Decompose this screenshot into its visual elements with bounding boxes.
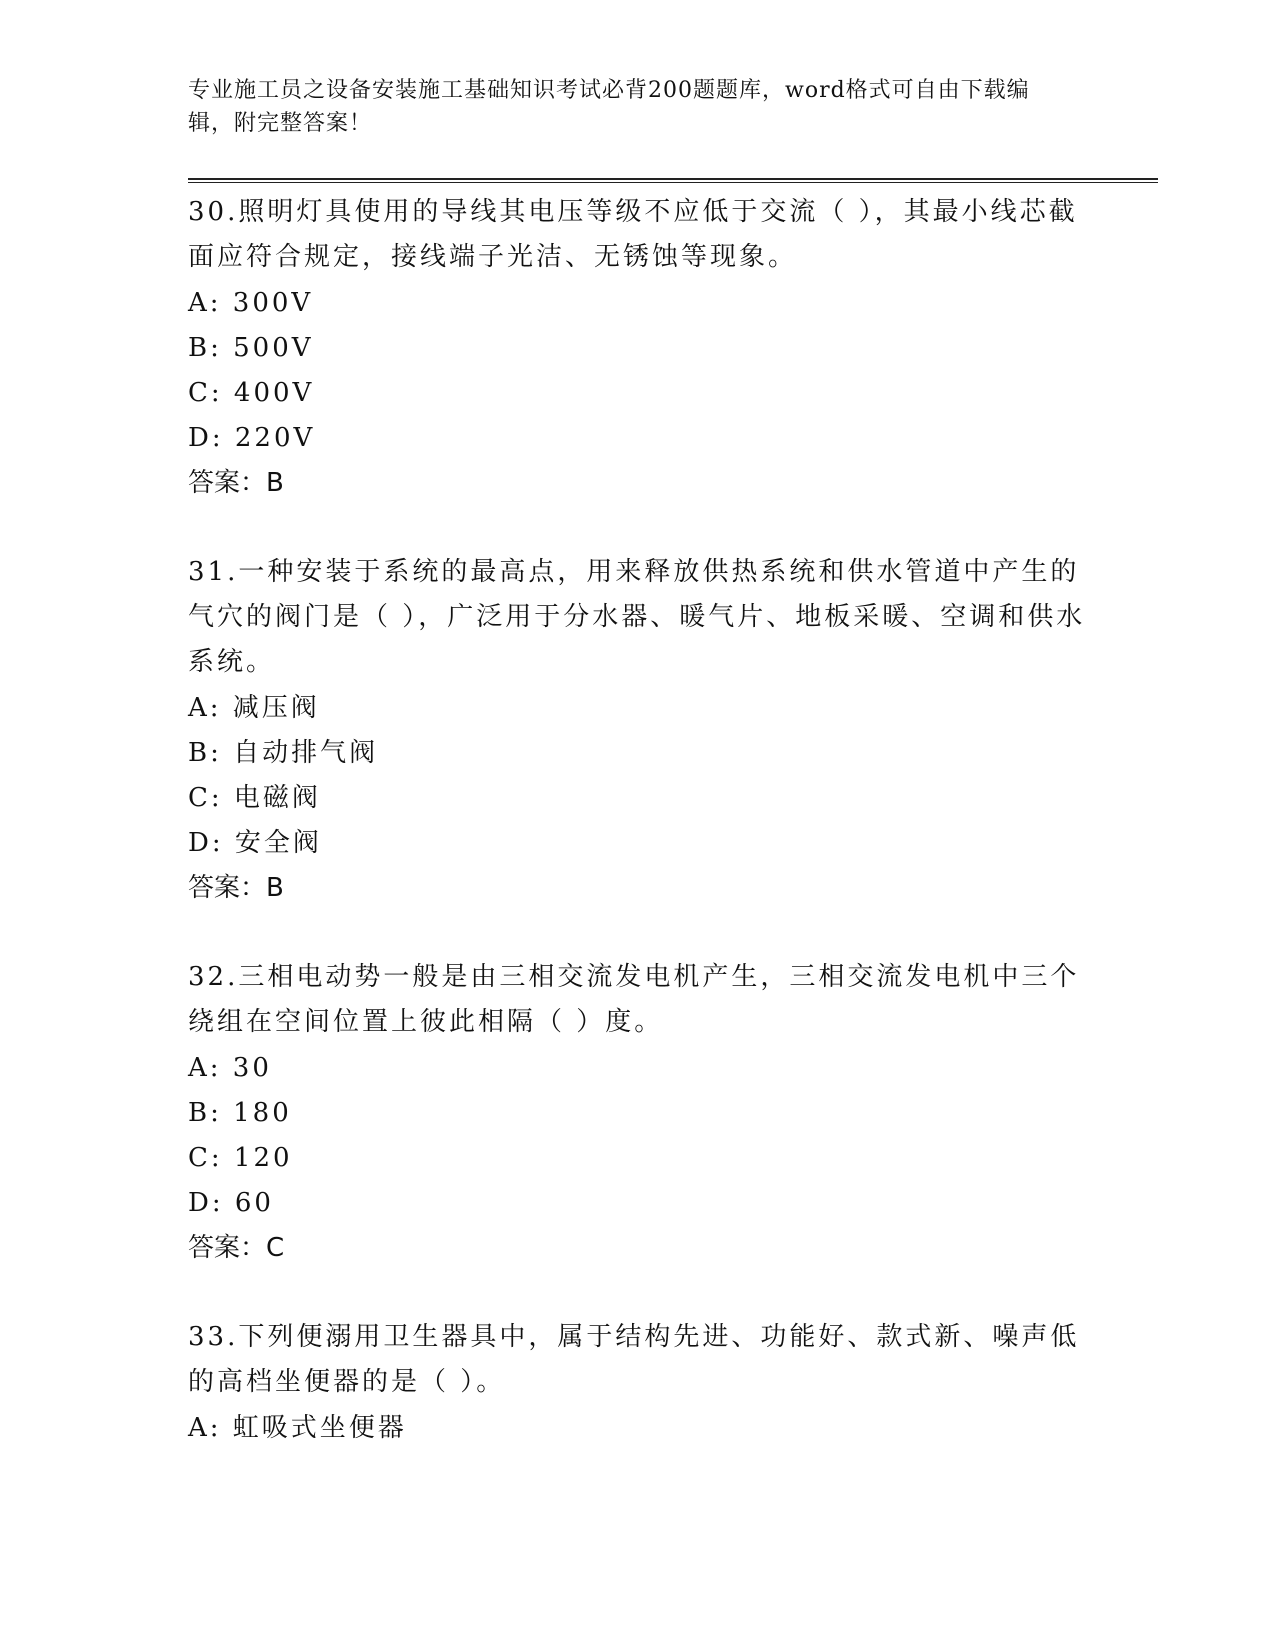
option-a: A: 30	[188, 1053, 272, 1083]
option-b: B: 500V	[188, 333, 314, 363]
question-stem: 32.三相电动势一般是由三相交流发电机产生，三相交流发电机中三个绕组在空间位置上彼此相隔（ ）度。	[188, 962, 1080, 1037]
option-b: B: 自动排气阀	[188, 738, 379, 768]
question-stem: 30.照明灯具使用的导线其电压等级不应低于交流（ ），其最小线芯截面应符合规定，接线端子光洁、无锈蚀等现象。	[188, 197, 1078, 272]
option-a: A: 300V	[188, 288, 314, 318]
option-d: D: 220V	[188, 423, 316, 453]
option-a: A: 虹吸式坐便器	[188, 1413, 407, 1443]
question-stem: 33.下列便溺用卫生器具中，属于结构先进、功能好、款式新、噪声低的高档坐便器的是（ ）。	[188, 1322, 1080, 1397]
question-30	[188, 190, 1088, 506]
option-b: B: 180	[188, 1098, 292, 1128]
option-c: C: 电磁阀	[188, 783, 321, 813]
answer-text: 答案：B	[188, 468, 284, 498]
document-header: 专业施工员之设备安装施工基础知识考试必背200题题库，word格式可自由下载编辑，附完整答案！	[188, 78, 1030, 136]
option-d: D: 安全阀	[188, 828, 322, 858]
option-d: D: 60	[188, 1188, 274, 1218]
answer-text: 答案：C	[188, 1233, 285, 1263]
question-33	[188, 1315, 1088, 1451]
answer-text: 答案：B	[188, 873, 284, 903]
question-31	[188, 550, 1088, 911]
option-a: A: 减压阀	[188, 693, 320, 723]
header-divider	[188, 178, 1158, 183]
question-32	[188, 955, 1088, 1271]
option-c: C: 120	[188, 1143, 293, 1173]
question-stem: 31.一种安装于系统的最高点，用来释放供热系统和供水管道中产生的气穴的阀门是（ ），广泛用于分水器、暖气片、地板采暖、空调和供水系统。	[188, 557, 1086, 677]
option-c: C: 400V	[188, 378, 315, 408]
question-list	[188, 190, 1088, 1495]
